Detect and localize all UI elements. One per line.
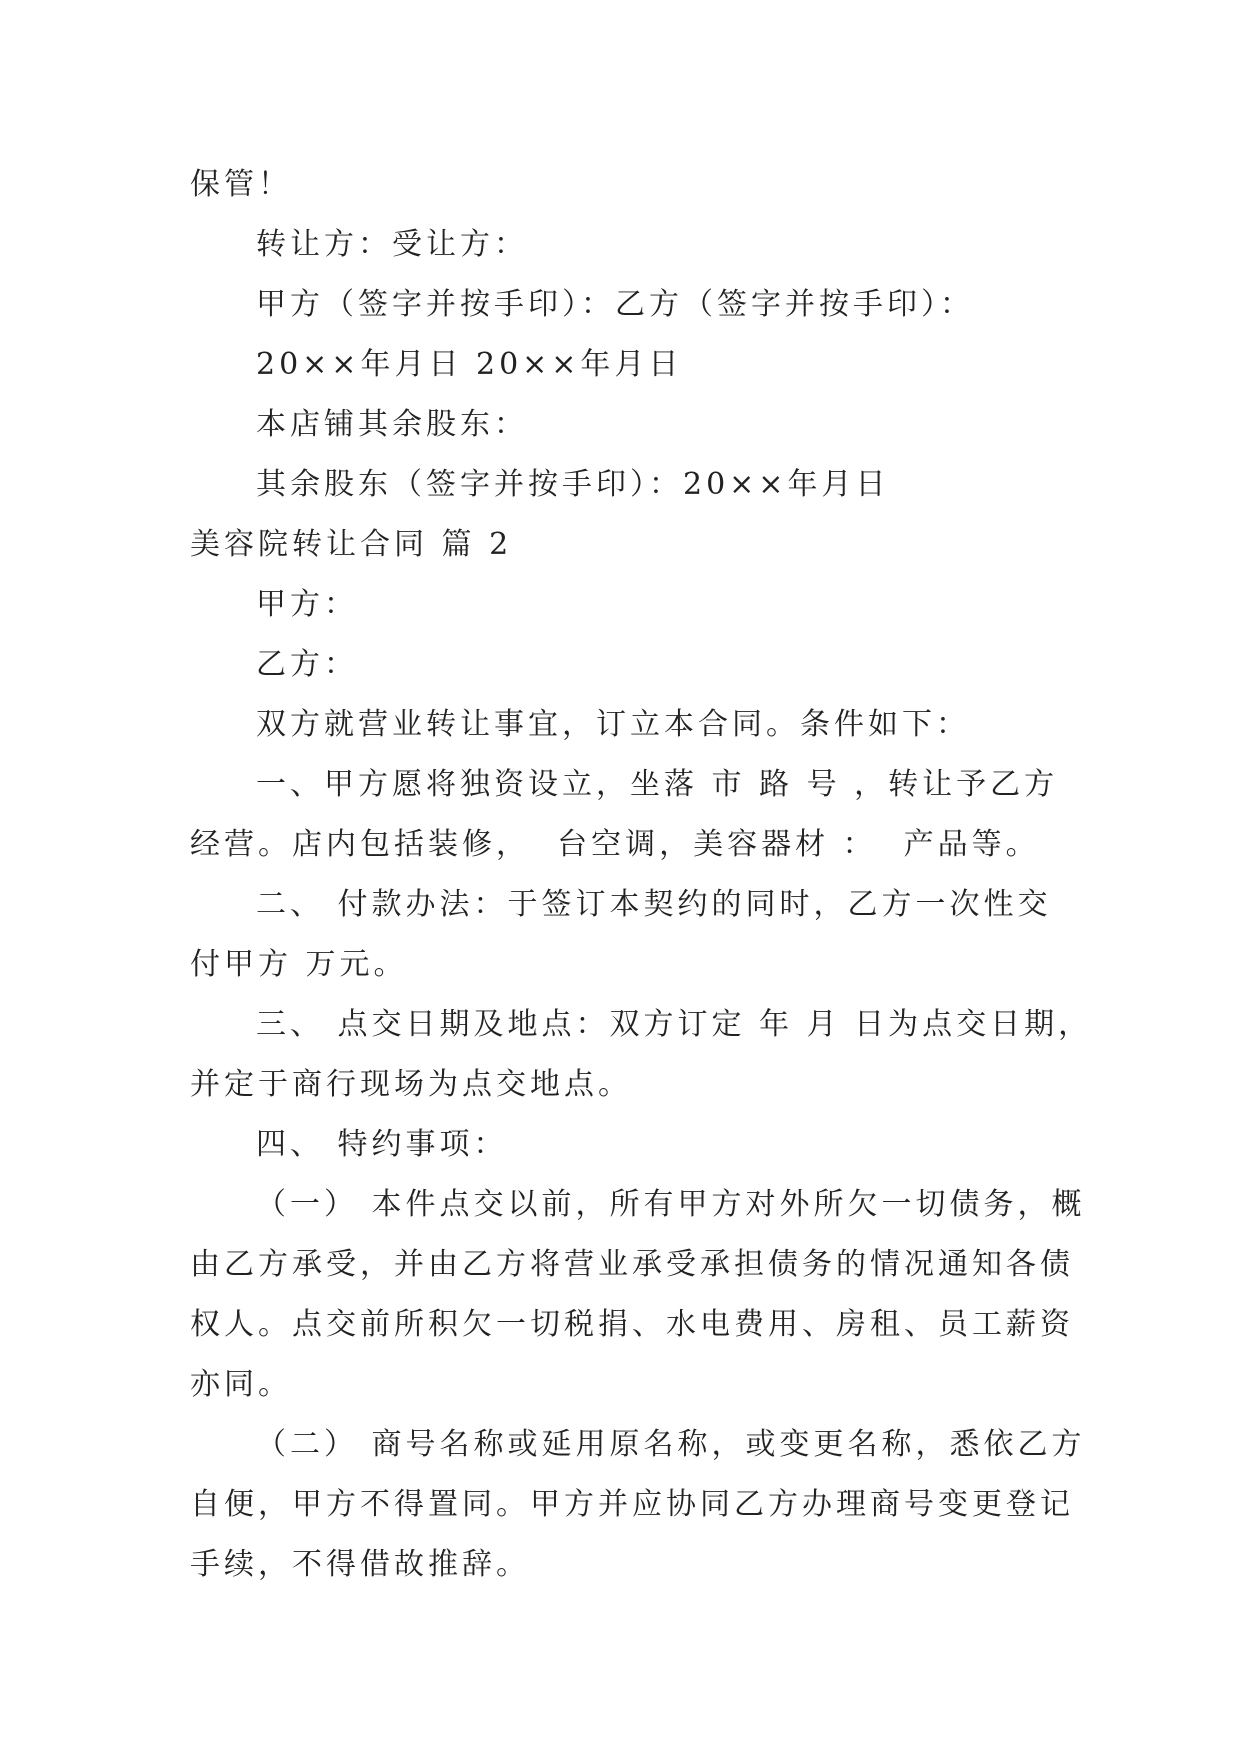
text-line: 其余股东（签字并按手印）：20××年月日: [256, 467, 890, 502]
text-line: （二） 商号名称或延用原名称，或变更名称，悉依乙方: [256, 1427, 1086, 1462]
text-line: 手续，不得借故推辞。: [190, 1547, 530, 1582]
text-line: 并定于商行现场为点交地点。: [190, 1067, 632, 1102]
text-line: （一） 本件点交以前，所有甲方对外所欠一切债务，概: [256, 1187, 1086, 1222]
text-line: 三、 点交日期及地点：双方订定 年 月 日为点交日期，: [256, 1007, 1093, 1042]
text-line: 本店铺其余股东：: [256, 407, 528, 442]
text-line: 权人。点交前所积欠一切税捐、水电费用、房租、员工薪资: [190, 1307, 1074, 1342]
text-line: 付甲方 万元。: [190, 947, 408, 982]
text-line: 甲方：: [256, 587, 358, 622]
text-line: 二、 付款办法：于签订本契约的同时，乙方一次性交: [256, 887, 1052, 922]
text-line: 自便，甲方不得置同。甲方并应协同乙方办理商号变更登记: [190, 1487, 1074, 1522]
section-heading: 美容院转让合同 篇 2: [190, 527, 513, 562]
text-line: 乙方：: [256, 647, 358, 682]
text-line: 20××年月日 20××年月日: [256, 347, 683, 382]
text-line: 甲方（签字并按手印）：乙方（签字并按手印）：: [256, 287, 974, 322]
text-line: 由乙方承受，并由乙方将营业承受承担债务的情况通知各债: [190, 1247, 1074, 1282]
text-line: 四、 特约事项：: [256, 1127, 508, 1162]
text-line: 经营。店内包括装修， 台空调，美容器材 ： 产品等。: [190, 827, 1040, 862]
text-line: 双方就营业转让事宜，订立本合同。条件如下：: [256, 707, 970, 742]
document-page: [190, 155, 1093, 1595]
text-line: 亦同。: [190, 1367, 292, 1402]
text-line: 保管！: [190, 167, 292, 202]
text-line: 转让方：受让方：: [256, 227, 528, 262]
text-line: 一、甲方愿将独资设立，坐落 市 路 号 ，转让予乙方: [256, 767, 1059, 802]
